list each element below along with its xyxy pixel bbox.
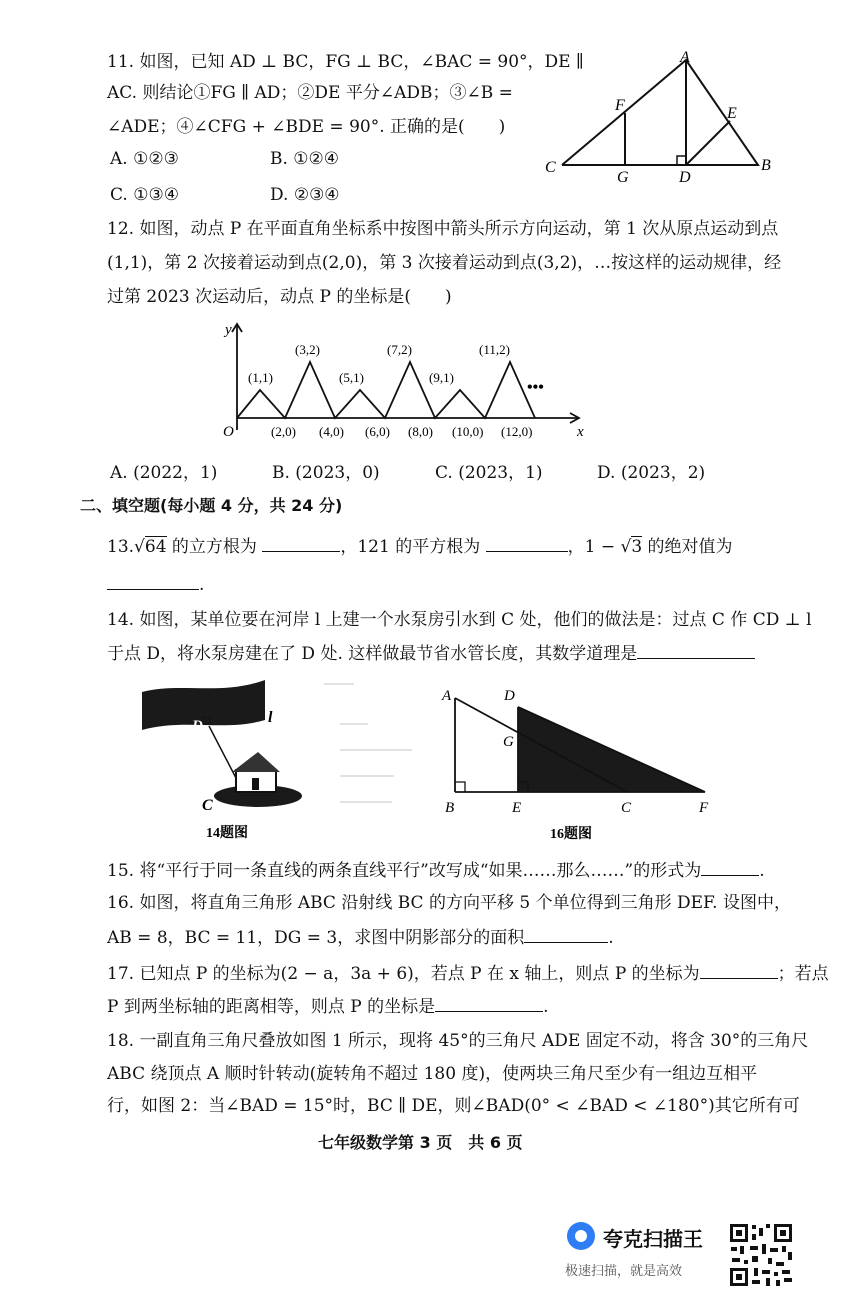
fig16-translation-figure (435, 680, 720, 845)
q12-point-label: (6,0) (365, 424, 390, 439)
q11-fig-label-a: A (680, 49, 690, 66)
q13-text-2: ，121 的平方根为 (340, 537, 486, 557)
fig16-label-d: D (504, 688, 515, 704)
fig16-label-e: E (512, 800, 522, 816)
q11-line1: 11. 如图，已知 AD ⊥ BC，FG ⊥ BC，∠BAC = 90°，DE ∥ (107, 52, 584, 72)
q12-origin-label: O (223, 424, 234, 440)
fig16-label-g: G (503, 734, 514, 750)
q15-answer-blank[interactable] (701, 857, 759, 876)
q12-line2: (1,1)，第 2 次接着运动到点(2,0)，第 3 次接着运动到点(3,2)，…按这样的运动规律，经 (107, 253, 782, 273)
q11-fig-label-c: C (545, 159, 556, 176)
sqrt-symbol: √ (620, 537, 632, 557)
q14-line2 (107, 640, 755, 666)
q14-answer-blank[interactable] (637, 640, 755, 659)
fig16-label-c: C (621, 800, 632, 816)
q13-text-3: ，1 − (567, 537, 621, 557)
q13-answer-blank-3[interactable] (107, 571, 199, 590)
q13-end: . (199, 575, 205, 595)
q17-end: . (543, 997, 549, 1017)
q11-option-c: C. ①③④ (110, 185, 179, 205)
q12-line1: 12. 如图，动点 P 在平面直角坐标系中按图中箭头所示方向运动，第 1 次从原点运动到点 (107, 219, 779, 239)
q17-answer-blank-2[interactable] (435, 993, 543, 1012)
q13-number: 13. (107, 537, 135, 557)
q15-line (107, 857, 765, 883)
q12-option-b: B. (2023，0) (272, 463, 380, 483)
q18-line3: 行，如图 2：当∠BAD = 15°时，BC ∥ DE，则∠BAD(0° < ∠BAD < ∠180°)其它所有可 (107, 1096, 800, 1116)
q12-point-label: (11,2) (479, 342, 510, 357)
q17-line2-text: P 到两坐标轴的距离相等，则点 P 的坐标是 (107, 997, 436, 1017)
q12-point-label: (2,0) (271, 424, 296, 439)
q13-text-4: 的绝对值为 (642, 537, 733, 557)
q13-answer-blank-1[interactable] (262, 533, 340, 552)
q12-point-label: (3,2) (295, 342, 320, 357)
scanner-watermark (565, 1218, 725, 1288)
fig14-river-pump-figure (140, 674, 305, 846)
q13-radicand-64: 64 (144, 537, 167, 557)
q12-line3: 过第 2023 次运动后，动点 P 的坐标是( ) (107, 287, 452, 307)
scanner-app-name: 夸克扫描王 (603, 1227, 703, 1251)
q12-option-c: C. (2023，1) (435, 463, 543, 483)
scanner-slogan: 极速扫描，就是高效 (565, 1264, 683, 1279)
fig14-label-d: D (192, 718, 203, 734)
q14-line2-text: 于点 D，将水泵房建在了 D 处. 这样做最节省水管长度，其数学道理是 (107, 644, 638, 664)
q14-line1: 14. 如图，某单位要在河岸 l 上建一个水泵房引水到 C 处，他们的做法是：过点 C 作 CD ⊥ l (107, 610, 812, 630)
fig16-label-a: A (442, 688, 452, 704)
scanner-logo-icon (567, 1222, 595, 1250)
q12-point-label: (10,0) (452, 424, 484, 439)
q11-line3: ∠ADE；④∠CFG + ∠BDE = 90°. 正确的是( ) (107, 117, 506, 137)
q11-fig-label-d: D (679, 169, 691, 186)
section-heading-fill-in: 二、填空题(每小题 4 分，共 24 分) (80, 496, 343, 515)
q15-text: 15. 将“平行于同一条直线的两条直线平行”改写成“如果……那么……”的形式为 (107, 861, 702, 881)
q18-line2: ABC 绕顶点 A 顺时针转动(旋转角不超过 180 度)，使两块三角尺至少有一组边互相平 (107, 1064, 758, 1084)
q12-point-label: (8,0) (408, 424, 433, 439)
fig16-label-f: F (699, 800, 709, 816)
page-footer: 七年级数学第 3 页 共 6 页 (318, 1133, 523, 1152)
q12-point-label: (12,0) (501, 424, 533, 439)
q11-option-a: A. ①②③ (110, 149, 179, 169)
q12-point-label: (5,1) (339, 370, 364, 385)
q11-fig-label-b: B (761, 157, 771, 174)
q11-fig-label-g: G (617, 169, 629, 186)
qr-code-icon (728, 1222, 794, 1288)
q12-continuation-dots: ••• (527, 379, 544, 396)
q16-answer-blank[interactable] (524, 924, 608, 943)
q11-triangle-figure (540, 48, 780, 188)
q11-fig-label-e: E (727, 105, 737, 122)
q13-answer-blank-2[interactable] (486, 533, 568, 552)
q16-line2 (107, 924, 614, 950)
q11-option-b: B. ①②④ (270, 149, 340, 169)
q12-option-d: D. (2023，2) (597, 463, 706, 483)
q13-text-1: 的立方根为 (166, 537, 263, 557)
fig16-caption: 16题图 (550, 827, 592, 842)
q13-radicand-3: 3 (631, 537, 643, 557)
q15-end: . (759, 861, 765, 881)
q17-line1 (107, 960, 829, 986)
q17-line1-text: 17. 已知点 P 的坐标为(2 − a，3a + 6)，若点 P 在 x 轴上，则点 P 的坐标为 (107, 964, 700, 984)
scan-artifact-lines (320, 680, 415, 810)
q17-line1-tail: ；若点 (777, 964, 829, 984)
q12-point-label: (4,0) (319, 424, 344, 439)
fig16-label-b: B (445, 800, 455, 816)
q13-line1 (107, 533, 733, 559)
fig14-label-c: C (202, 797, 213, 814)
q17-line2 (107, 993, 549, 1019)
q12-point-label: (9,1) (429, 370, 454, 385)
q12-y-axis-label: y (225, 322, 232, 338)
q16-end: . (608, 928, 614, 948)
q16-line1: 16. 如图，将直角三角形 ABC 沿射线 BC 的方向平移 5 个单位得到三角形 DEF. 设图中， (107, 893, 791, 913)
q11-line2: AC. 则结论①FG ∥ AD；②DE 平分∠ADB；③∠B = (107, 83, 513, 103)
q11-option-d: D. ②③④ (270, 185, 340, 205)
q12-point-label: (7,2) (387, 342, 412, 357)
q12-coordinate-graph (215, 318, 595, 448)
q11-fig-label-f: F (615, 97, 625, 114)
q16-line2-text: AB = 8，BC = 11，DG = 3，求图中阴影部分的面积 (107, 928, 525, 948)
q13-line2 (107, 571, 204, 597)
q12-option-a: A. (2022，1) (110, 463, 218, 483)
q18-line1: 18. 一副直角三角尺叠放如图 1 所示，现将 45°的三角尺 ADE 固定不动，将含 30°的三角尺 (107, 1031, 809, 1051)
q12-point-label: (1,1) (248, 370, 273, 385)
fig14-label-l: l (268, 709, 273, 726)
q12-x-axis-label: x (577, 424, 584, 440)
q17-answer-blank-1[interactable] (700, 960, 778, 979)
sqrt-symbol: √ (134, 537, 145, 557)
fig14-caption: 14题图 (206, 826, 248, 841)
